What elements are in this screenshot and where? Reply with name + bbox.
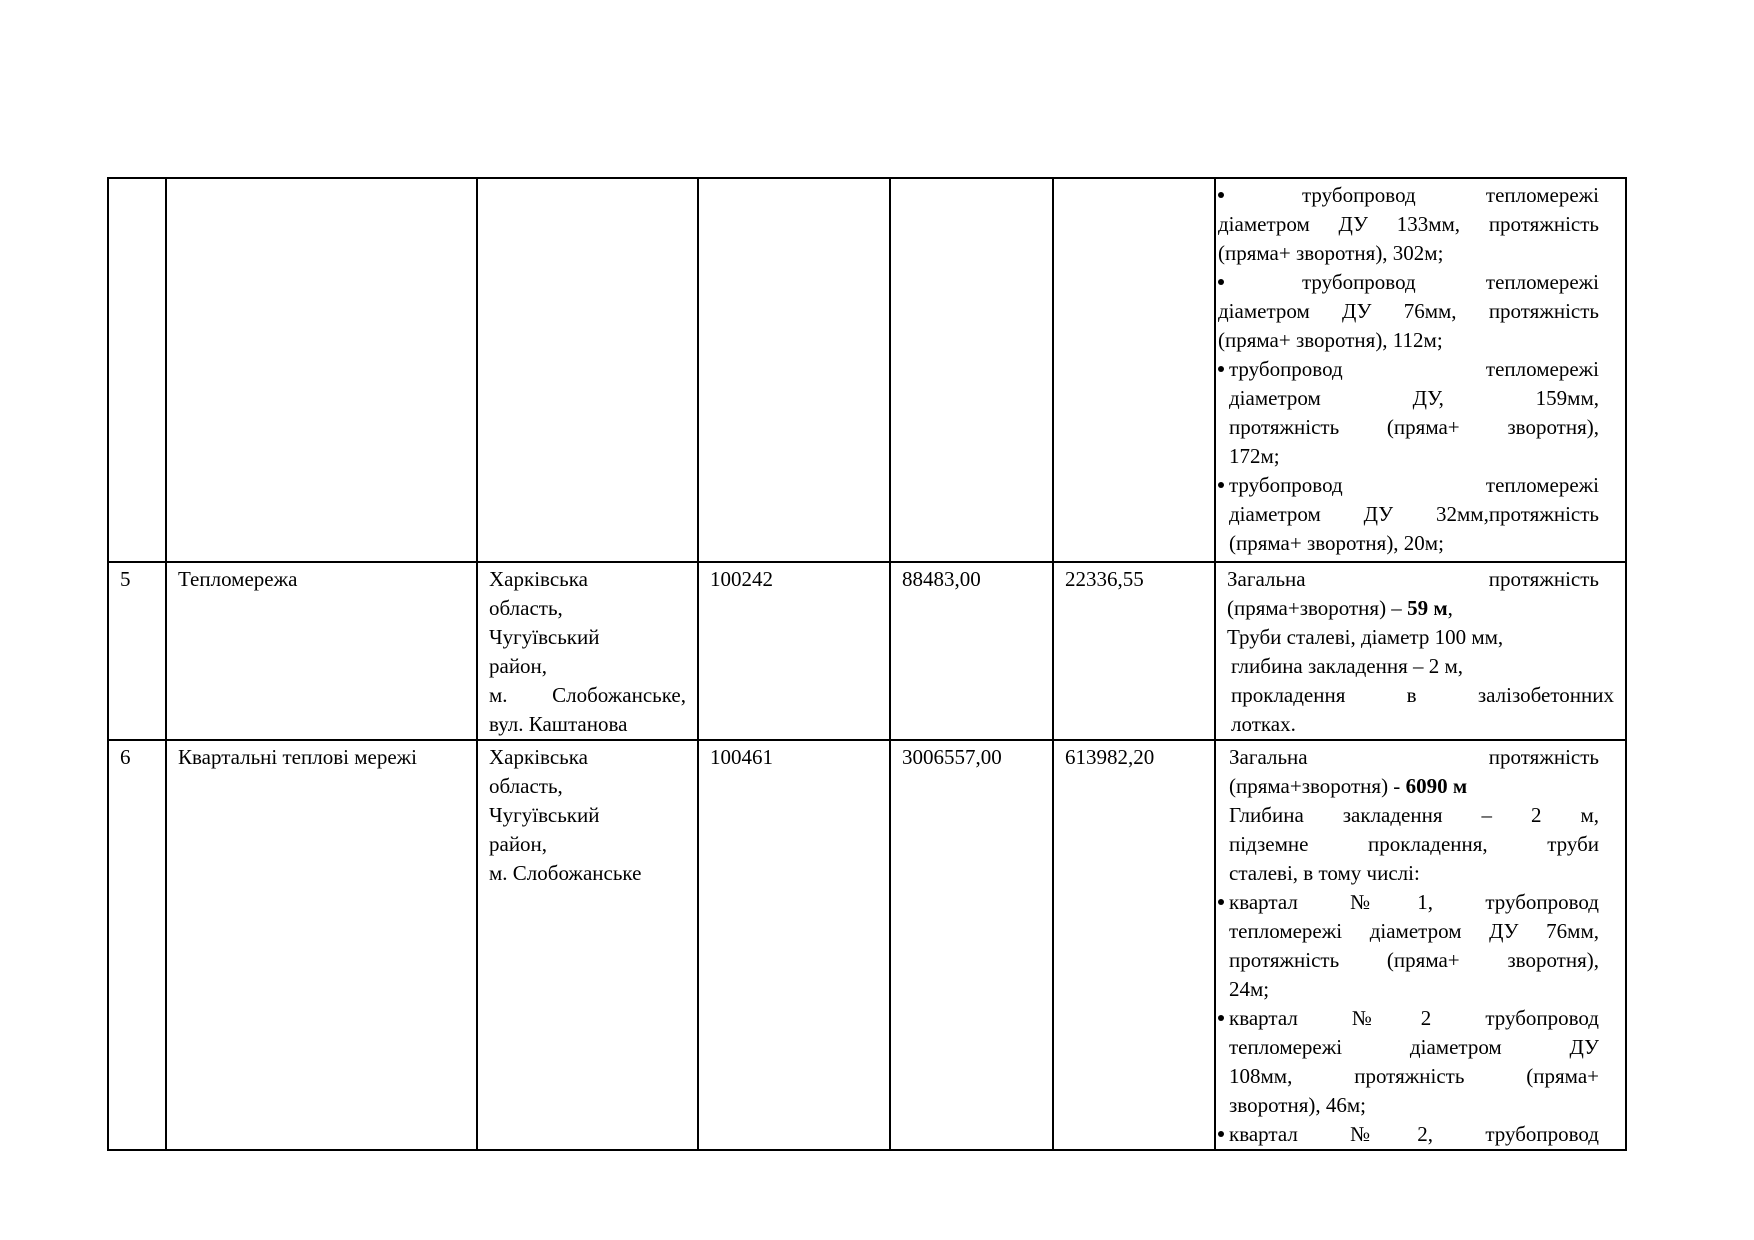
cell-num: 5 xyxy=(108,562,166,740)
cell-address: Харківська область, Чугуївський район, м. Слобожанське xyxy=(477,740,698,1150)
list-item: трубопровод тепломережі діаметром ДУ 32мм,протяжність (пряма+ зворотня), 20м; xyxy=(1218,471,1599,558)
cell-inv: 100242 xyxy=(698,562,890,740)
bullet-icon xyxy=(1218,192,1224,198)
cell-name: Квартальні теплові мережі xyxy=(166,740,477,1150)
table-row-5 xyxy=(108,562,1626,740)
bullet-icon xyxy=(1218,1131,1224,1137)
bullet-icon xyxy=(1218,1015,1224,1021)
cell-name xyxy=(166,178,477,562)
bullet-icon xyxy=(1218,279,1224,285)
cell-num xyxy=(108,178,166,562)
list-item: квартал №2 трубопровод тепломережі діаметром ДУ 108мм, протяжність (пряма+ зворотня), 46м; xyxy=(1218,1004,1599,1120)
cell-description: Загальна протяжність (пряма+зворотня) - 6090 м Глибина закладення – 2 м, підземне прокладення, труби сталеві, в тому числі: квартал №1, трубопровод тепломережі діаметром ДУ 76мм, протяжність (пряма+ зворотня), 24м; квартал №2 трубопровод тепломережі діаметром ДУ 108мм, протяжність (пряма+ зворотня), 46м; квартал №2, трубопровод xyxy=(1215,740,1626,1150)
cell-name: Тепломережа xyxy=(166,562,477,740)
cell-residual: 22336,55 xyxy=(1053,562,1215,740)
cell-residual: 613982,20 xyxy=(1053,740,1215,1150)
cell-inv xyxy=(698,178,890,562)
list-item: трубопровод тепломережі діаметром ДУ, 159мм, протяжність (пряма+ зворотня), 172м; xyxy=(1218,355,1599,471)
cell-cost: 88483,00 xyxy=(890,562,1053,740)
cell-inv: 100461 xyxy=(698,740,890,1150)
list-item: квартал №2, трубопровод xyxy=(1218,1120,1599,1149)
bullet-icon xyxy=(1218,482,1224,488)
bullet-icon xyxy=(1218,899,1224,905)
table-row-continuation xyxy=(108,178,1626,562)
cell-num: 6 xyxy=(108,740,166,1150)
bullet-icon xyxy=(1218,366,1224,372)
list-item: трубопровод тепломережі діаметром ДУ 133мм, протяжність (пряма+ зворотня), 302м; xyxy=(1218,183,1599,265)
cell-address xyxy=(477,178,698,562)
property-table xyxy=(107,177,1627,1151)
cell-cost: 3006557,00 xyxy=(890,740,1053,1150)
cell-description: Загальна протяжність (пряма+зворотня) – 59 м, Труби сталеві, діаметр 100 мм, глибина закладення – 2 м, прокладення в залізобетонних лотках. xyxy=(1215,562,1626,740)
table-row-6 xyxy=(108,740,1626,1150)
cell-cost xyxy=(890,178,1053,562)
cell-description xyxy=(1215,178,1626,562)
cell-address: Харківська область, Чугуївський район, м. Слобожанське, вул. Каштанова xyxy=(477,562,698,740)
cell-residual xyxy=(1053,178,1215,562)
list-item: трубопровод тепломережі діаметром ДУ 76мм, протяжність (пряма+ зворотня), 112м; xyxy=(1218,270,1599,352)
list-item: квартал №1, трубопровод тепломережі діаметром ДУ 76мм, протяжність (пряма+ зворотня), 24м; xyxy=(1218,888,1599,1004)
